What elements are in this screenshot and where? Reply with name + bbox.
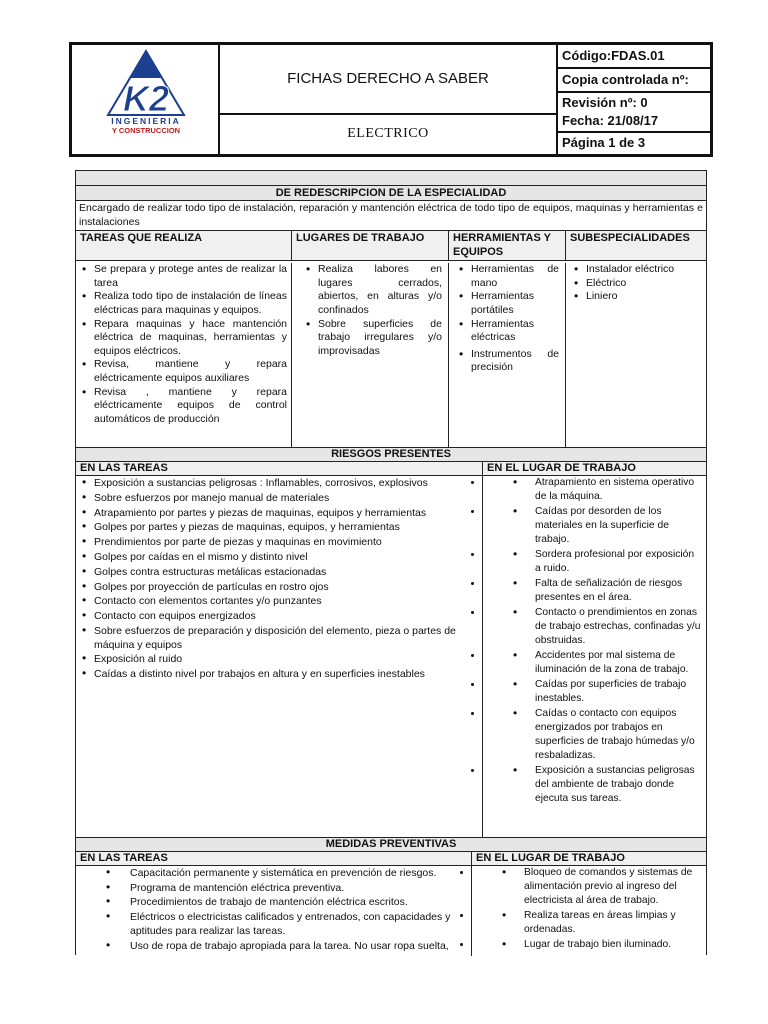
riesgos-lugar-column [483, 476, 706, 837]
medidas-lugar-list [472, 866, 706, 952]
safety-sheet-table [75, 170, 707, 955]
list-item: • Caídas a distinto nivel por trabajos en altura y en superficies inestables [76, 667, 476, 682]
list-item: • Repara maquinas y hace mantención eléctrica de maquinas, herramientas y equipos eléctricos. [76, 318, 287, 359]
list-item: • • Exposición a sustancias peligrosas del ambiente de trabajo donde ejecuta sus tareas. [483, 764, 706, 806]
list-item: • • Procedimientos de trabajo de mantención eléctrica escritos. [76, 895, 465, 910]
list-item: • Liniero [568, 290, 706, 304]
list-item: • • Contacto o prendimientos en zonas de trabajo estrechas, confinadas y/u obstruidas. [483, 606, 706, 648]
medidas-headers [76, 852, 706, 866]
logo-subtitle-2: Y CONSTRUCCION [111, 126, 181, 135]
list-item: • • Eléctricos o electricistas calificados y entrenados, con capacidades y aptitudes para realizar las tareas. [76, 910, 465, 939]
list-item: • Se prepara y protege antes de realizar la tarea [76, 263, 287, 290]
specialty-content [76, 261, 706, 448]
subespecialidades-list [566, 263, 706, 304]
list-item: • Golpes por caídas en el mismo y distinto nivel [76, 550, 476, 565]
list-item: • Exposición al ruido [76, 652, 476, 667]
description-text: Encargado de realizar todo tipo de instalación, reparación y mantención eléctrica de todo tipo de equipos, maquinas y herramientas e instalaciones [76, 201, 706, 231]
medidas-header-tareas: EN LAS TAREAS [76, 852, 472, 865]
list-item: • • Caídas por desorden de los materiales en la superficie de trabajo. [483, 505, 706, 547]
list-item: • • Realiza tareas en áreas limpias y ordenadas. [472, 909, 706, 937]
list-item: • • Bloqueo de comandos y sistemas de alimentación previo al ingreso del electricista al área de trabajo. [472, 866, 706, 908]
list-item: • Eléctrico [568, 277, 706, 291]
list-item: • Sobre esfuerzos por manejo manual de materiales [76, 491, 476, 506]
list-item: • • Falta de señalización de riesgos presentes en el área. [483, 577, 706, 605]
tareas-column [76, 263, 292, 447]
description-title: DE REDESCRIPCION DE LA ESPECIALIDAD [76, 186, 706, 201]
list-item: • Golpes por proyección de partículas en rostro ojos [76, 580, 476, 595]
list-item: • Sobre esfuerzos de preparación y disposición del elemento, pieza o partes de máquina y equipos [76, 624, 476, 652]
list-item: • • Capacitación permanente y sistemática en prevención de riesgos. [76, 866, 465, 881]
document-subtitle: ELECTRICO [347, 126, 429, 142]
list-item: • Atrapamiento por partes y piezas de maquinas, equipos y herramientas [76, 506, 476, 521]
tareas-list [76, 263, 287, 427]
medidas-tareas-list [76, 866, 465, 953]
list-item: • Revisa , mantiene y repara eléctricamente equipos de control automáticos de producción [76, 386, 287, 427]
revision-number: Revisión nº: 0 [562, 95, 648, 111]
header-herramientas: HERRAMIENTAS Y EQUIPOS [449, 231, 566, 260]
medidas-title: MEDIDAS PREVENTIVAS [76, 838, 706, 852]
list-item: • Realiza labores en lugares cerrados, abiertos, en alturas y/o confinados [300, 263, 442, 318]
riesgos-tareas-list [76, 476, 476, 682]
logo-mark: K2 [122, 78, 170, 119]
list-item: • • Accidentes por mal sistema de iluminación de la zona de trabajo. [483, 649, 706, 677]
riesgos-content [76, 476, 706, 838]
lugares-list [292, 263, 442, 358]
riesgos-lugar-list [483, 476, 706, 806]
riesgos-tareas-column [76, 476, 483, 837]
document-meta [558, 45, 710, 154]
list-item: • • Sordera profesional por exposición a ruido. [483, 548, 706, 576]
list-item: • Instrumentos de precisión [453, 348, 559, 375]
list-item: • Herramientas eléctricas [453, 318, 559, 345]
list-item: • Golpes contra estructuras metálicas estacionadas [76, 565, 476, 580]
page-number: Página 1 de 3 [562, 135, 646, 151]
document-title: FICHAS DERECHO A SABER [220, 45, 556, 115]
header-subespecialidades: SUBESPECIALIDADES [566, 231, 706, 260]
list-item: • • Uso de ropa de trabajo apropiada para la tarea. No usar ropa suelta, [76, 939, 465, 954]
logo-cell [72, 45, 220, 154]
list-item: • Herramientas de mano [453, 263, 559, 290]
medidas-header-lugar: EN EL LUGAR DE TRABAJO [472, 852, 706, 865]
list-item: • Contacto con equipos energizados [76, 609, 476, 624]
document-code: Código:FDAS.01 [558, 45, 710, 69]
list-item: • • Lugar de trabajo bien iluminado. [472, 938, 706, 952]
medidas-tareas-column [76, 866, 472, 956]
controlled-copy: Copia controlada nº: [558, 69, 710, 93]
list-item: • Herramientas portátiles [453, 290, 559, 317]
company-logo [72, 45, 220, 154]
riesgos-headers [76, 462, 706, 476]
herramientas-list [449, 263, 559, 375]
list-item: • Exposición a sustancias peligrosas : Inflamables, corrosivos, explosivos [76, 476, 476, 491]
specialty-headers [76, 231, 706, 261]
list-item: • • Caídas o contacto con equipos energizados por trabajos en superficies de trabajo húmedas y/o resbaladizas. [483, 707, 706, 763]
header-lugares: LUGARES DE TRABAJO [292, 231, 449, 260]
list-item: • Realiza todo tipo de instalación de líneas eléctricas para maquinas y equipos. [76, 290, 287, 317]
riesgos-header-lugar: EN EL LUGAR DE TRABAJO [483, 462, 706, 475]
top-spacer-band [76, 171, 706, 186]
riesgos-title: RIESGOS PRESENTES [76, 448, 706, 462]
list-item: • • Programa de mantención eléctrica preventiva. [76, 881, 465, 896]
list-item: • • Caídas por superficies de trabajo inestables. [483, 678, 706, 706]
list-item: • Instalador eléctrico [568, 263, 706, 277]
revision-date: Fecha: 21/08/17 [562, 113, 659, 128]
riesgos-header-tareas: EN LAS TAREAS [76, 462, 483, 475]
list-item: • Contacto con elementos cortantes y/o punzantes [76, 594, 476, 609]
herramientas-column [449, 263, 566, 447]
list-item: • Golpes por partes y piezas de maquinas, equipos, y herramientas [76, 520, 476, 535]
medidas-content [76, 866, 706, 956]
lugares-column [292, 263, 449, 447]
title-column [220, 45, 558, 154]
logo-subtitle-1: INGENIERIA [111, 116, 181, 126]
medidas-lugar-column [472, 866, 706, 956]
list-item: • Revisa, mantiene y repara eléctricamente equipos auxiliares [76, 358, 287, 385]
header-tareas: TAREAS QUE REALIZA [76, 231, 292, 260]
list-item: • • Atrapamiento en sistema operativo de la máquina. [483, 476, 706, 504]
subespecialidades-column [566, 263, 706, 447]
list-item: • Sobre superficies de trabajo irregulares y/o improvisadas [300, 318, 442, 359]
list-item: • Prendimientos por parte de piezas y maquinas en movimiento [76, 535, 476, 550]
document-header [69, 42, 713, 157]
revision-block [558, 93, 710, 133]
